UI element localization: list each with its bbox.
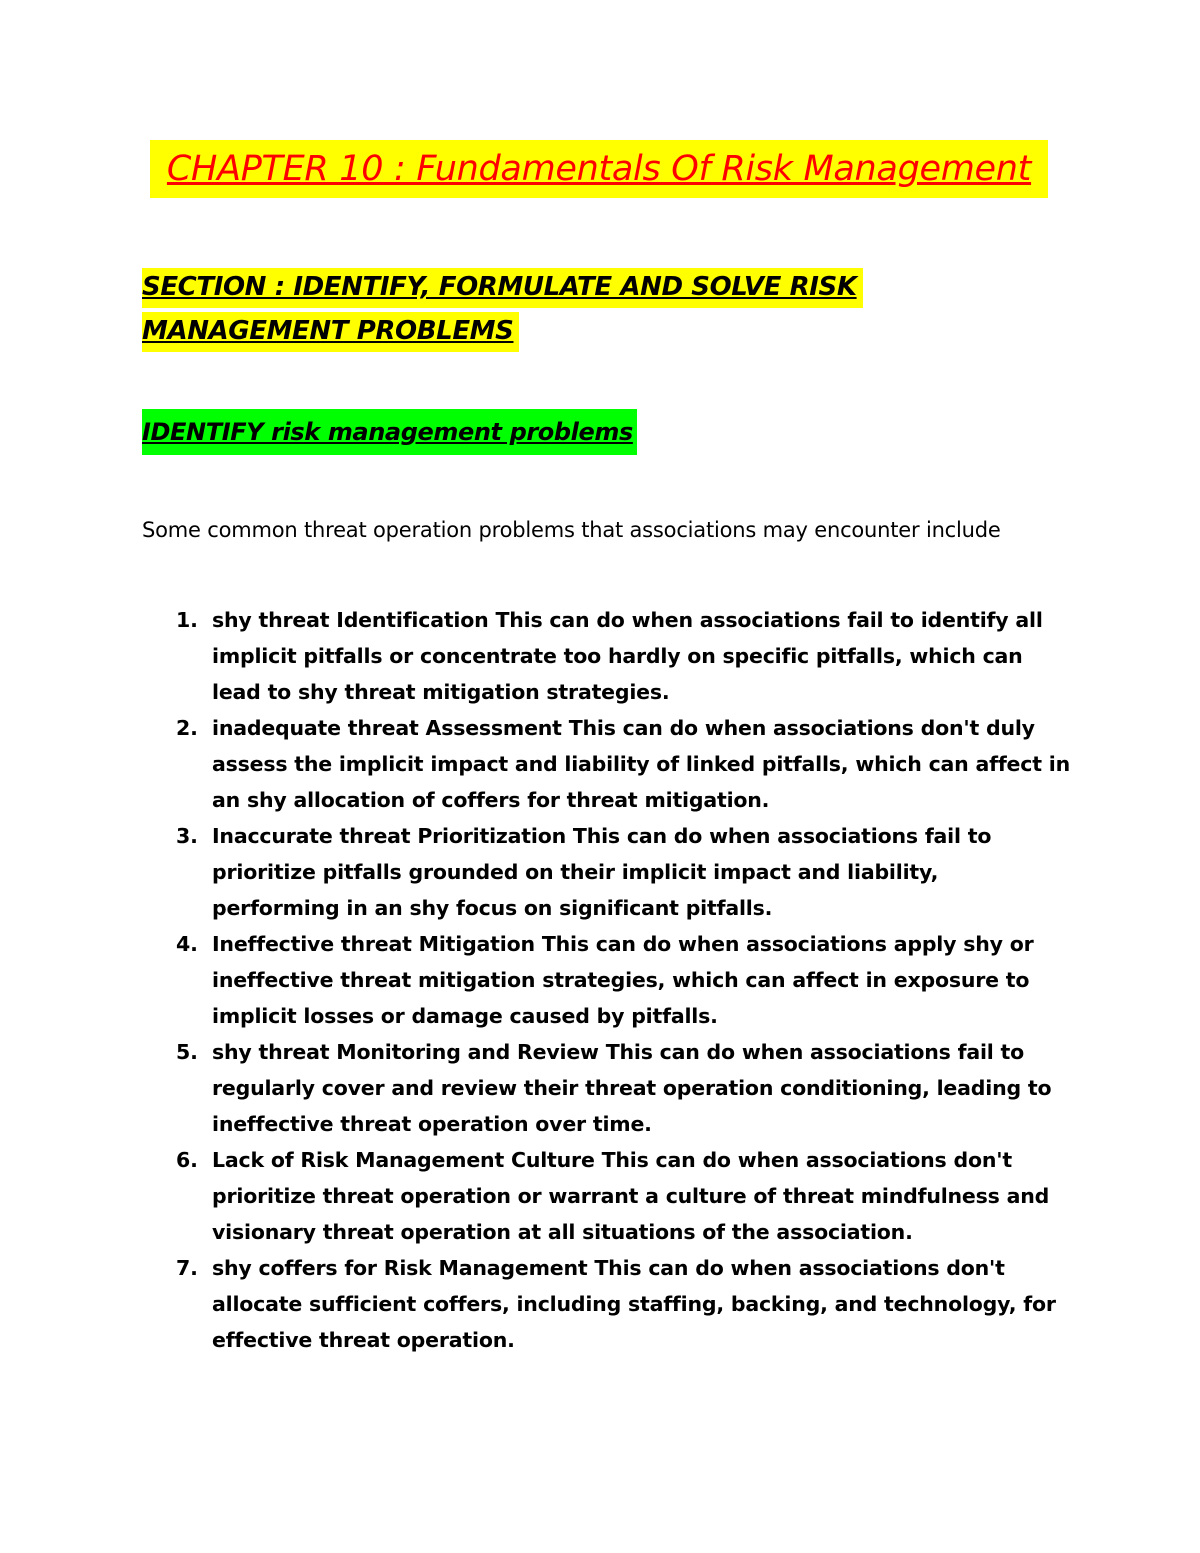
- identify-heading: IDENTIFY risk management problems: [142, 409, 637, 455]
- list-number: 6.: [176, 1148, 198, 1172]
- list-item-text: shy threat Monitoring and Review This can do when associations fail to regularly cover and review their threat operation conditioning, leading to ineffective threat operation over time.: [212, 1040, 1052, 1136]
- chapter-title: CHAPTER 10 : Fundamentals Of Risk Management: [150, 140, 1048, 198]
- list-item: [142, 1034, 1072, 1142]
- list-item-text: shy coffers for Risk Management This can do when associations don't allocate sufficient coffers, including staffing, backing, and technology, for effective threat operation.: [212, 1256, 1056, 1352]
- section-title-text: SECTION : IDENTIFY, FORMULATE AND SOLVE RISK MANAGEMENT PROBLEMS: [142, 268, 863, 352]
- list-number: 1.: [176, 608, 198, 632]
- list-number: 3.: [176, 824, 198, 848]
- list-item-text: Lack of Risk Management Culture This can do when associations don't prioritize threat operation or warrant a culture of threat mindfulness and visionary threat operation at all situations of the association.: [212, 1148, 1050, 1244]
- list-item: [142, 1250, 1072, 1358]
- list-item-text: inadequate threat Assessment This can do when associations don't duly assess the implicit impact and liability of linked pitfalls, which can affect in an shy allocation of coffers for threat mitigation.: [212, 716, 1070, 812]
- list-number: 7.: [176, 1256, 198, 1280]
- list-item: [142, 710, 1072, 818]
- list-item-text: shy threat Identification This can do when associations fail to identify all implicit pitfalls or concentrate too hardly on specific pitfalls, which can lead to shy threat mitigation strategies.: [212, 608, 1043, 704]
- problem-list: [142, 602, 1072, 1358]
- intro-paragraph: Some common threat operation problems that associations may encounter include: [142, 518, 1001, 542]
- list-item-text: Ineffective threat Mitigation This can do when associations apply shy or ineffective threat mitigation strategies, which can affect in exposure to implicit losses or damage caused by pitfalls.: [212, 932, 1034, 1028]
- section-title: [142, 265, 882, 353]
- list-item: [142, 1142, 1072, 1250]
- list-number: 4.: [176, 932, 198, 956]
- list-item: [142, 818, 1072, 926]
- list-item: [142, 602, 1072, 710]
- list-number: 5.: [176, 1040, 198, 1064]
- list-item: [142, 926, 1072, 1034]
- list-number: 2.: [176, 716, 198, 740]
- list-item-text: Inaccurate threat Prioritization This can do when associations fail to prioritize pitfalls grounded on their implicit impact and liability, performing in an shy focus on significant pitfalls.: [212, 824, 992, 920]
